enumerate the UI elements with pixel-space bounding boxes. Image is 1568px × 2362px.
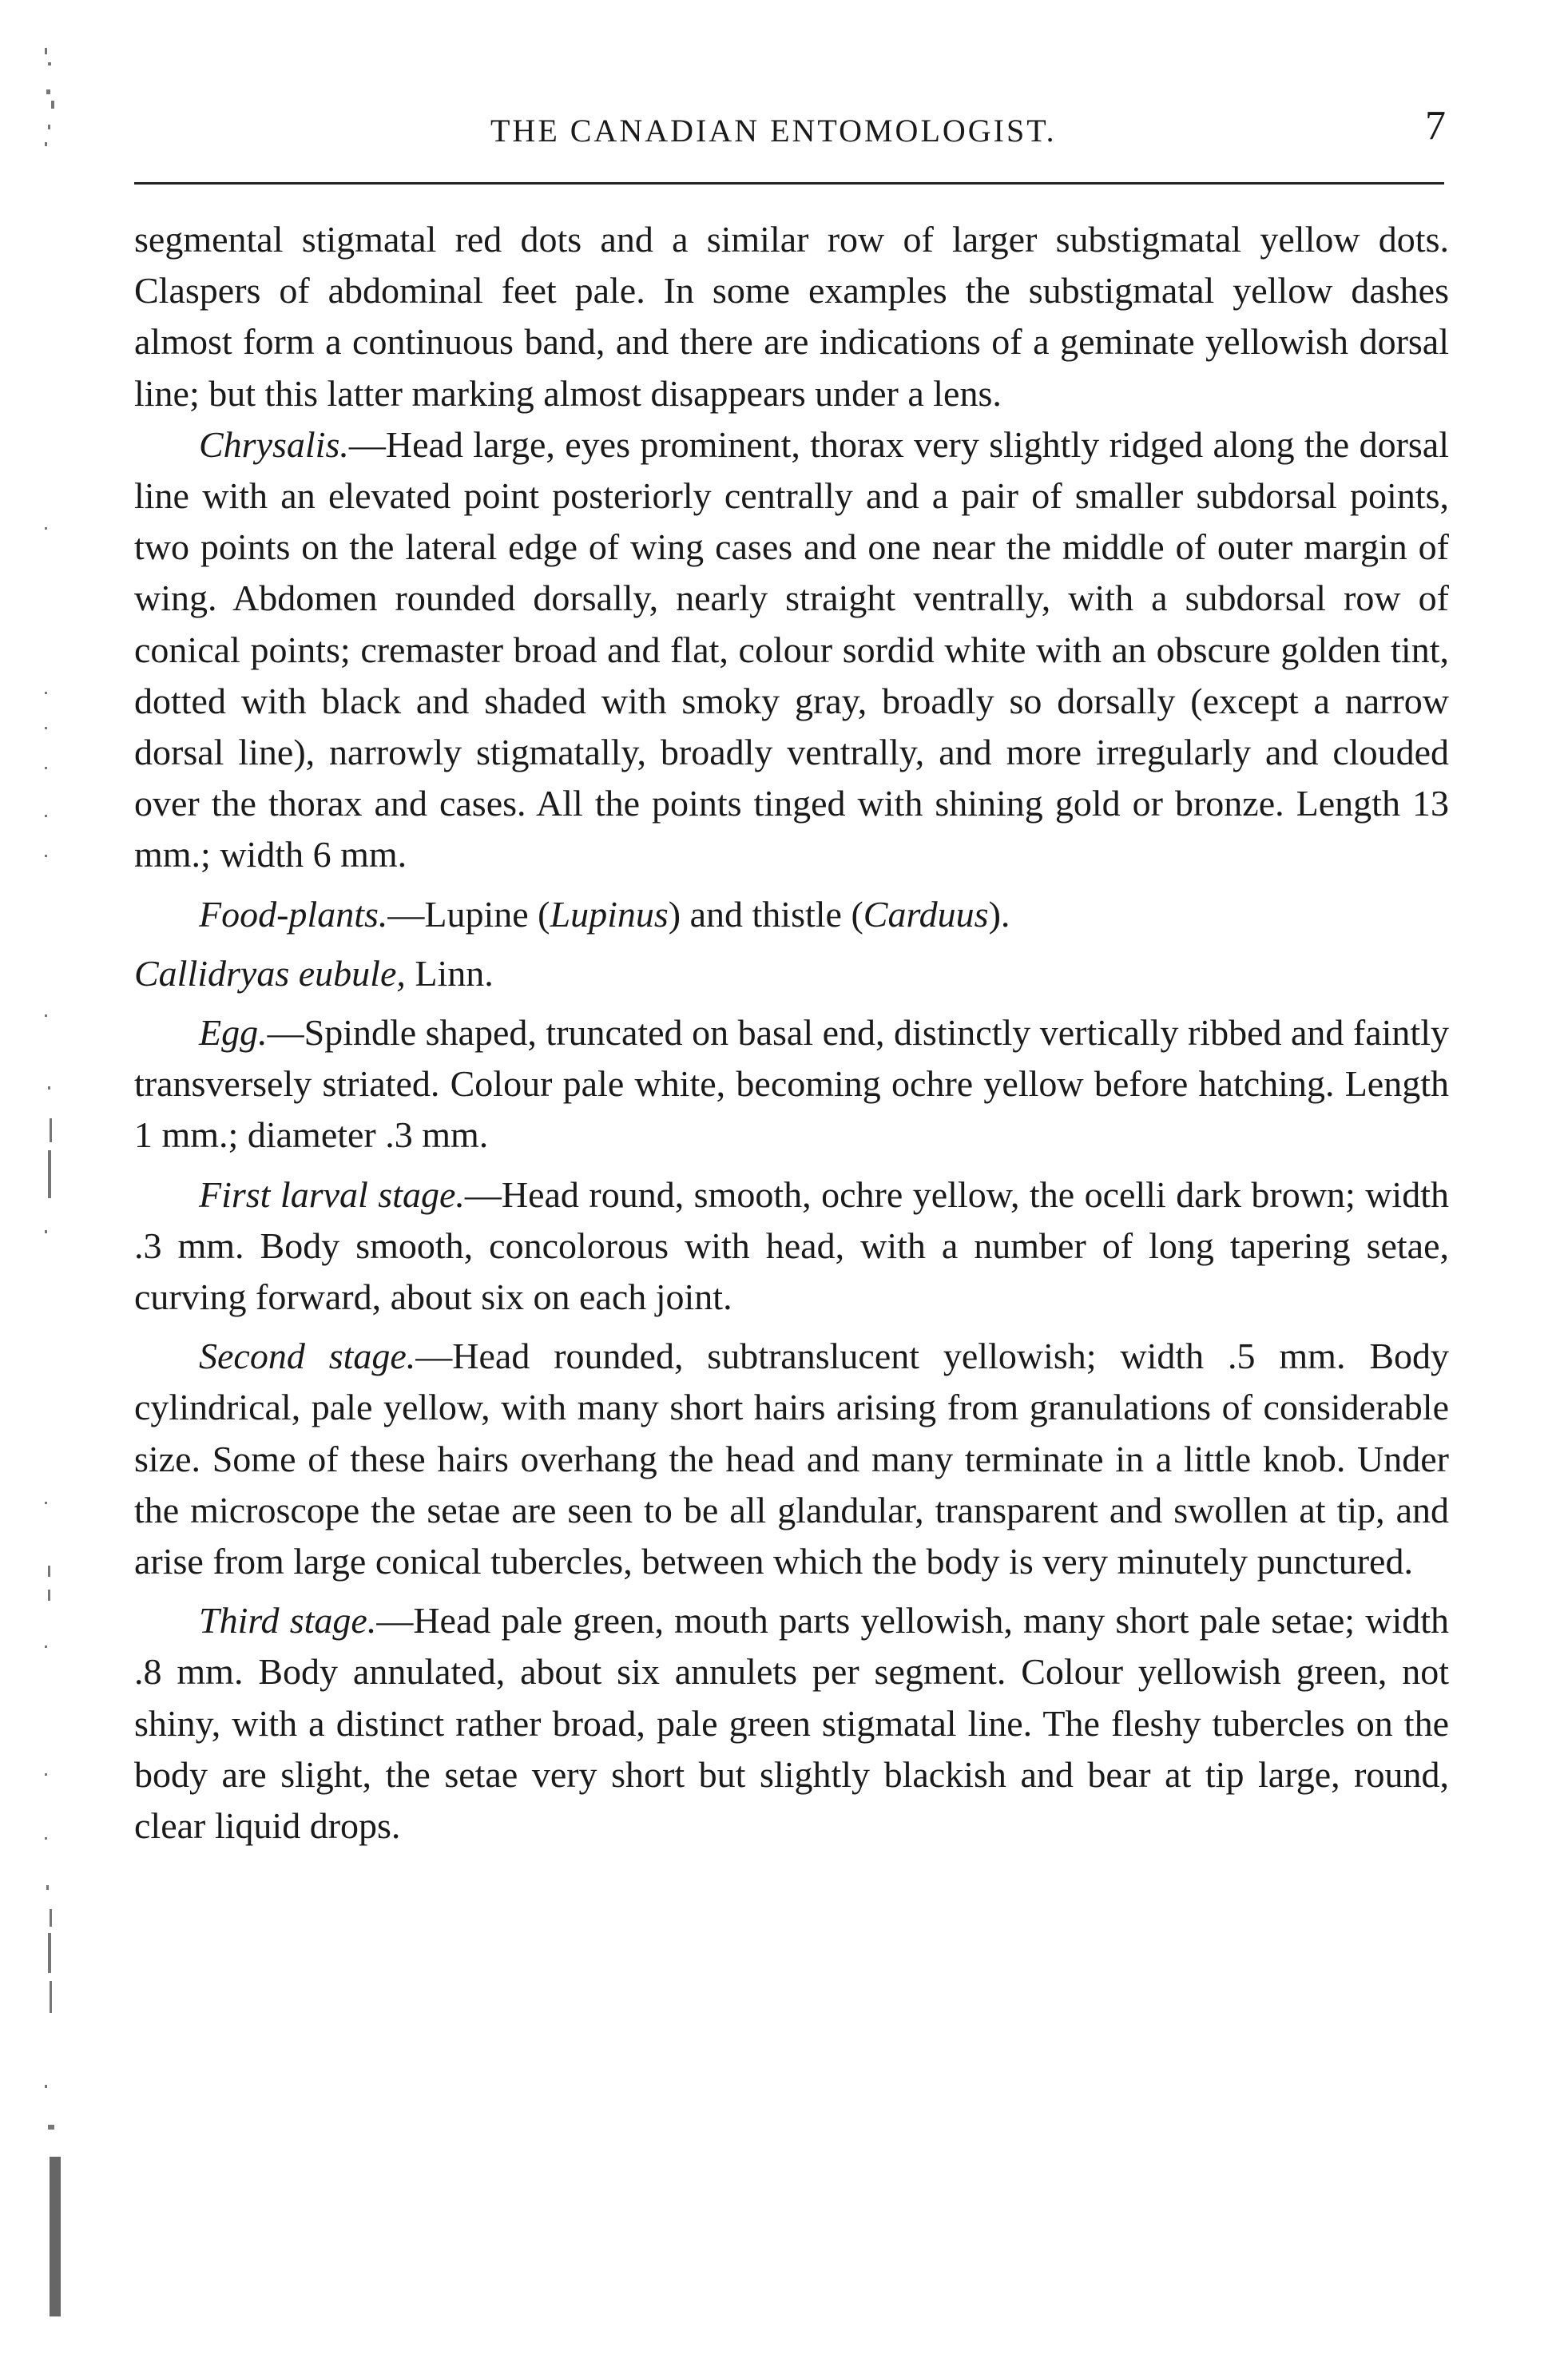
paragraph-larva-continued: segmental stigmatal red dots and a similar row of larger substigmatal yellow dots. Claspers of abdominal feet pale. In some examples the substigmatal yellow dashes almost form a continuous band, and there are indications of a geminate yellowish dorsal line; but this latter marking almost disappears under a lens.: [134, 219, 1449, 414]
second-stage-heading: Second stage.: [199, 1336, 416, 1377]
third-stage-heading: Third stage.: [199, 1600, 377, 1641]
genus-lupinus: Lupinus: [550, 893, 669, 935]
genus-carduus: Carduus: [863, 893, 989, 935]
species-name: Callidryas eubule,: [134, 952, 406, 994]
species-heading: [134, 948, 1449, 999]
article-body: [134, 214, 1449, 1852]
chrysalis-heading: Chrysalis.: [199, 423, 349, 465]
page-number: 7: [1425, 103, 1446, 149]
paragraph-third-stage: Third stage.—Head pale green, mouth parts yellowish, many short pale setae; width .8 mm. Body annulated, about six annulets per segment. Colour yellowish green, not shiny, with a distinct rather broad, pale green stigmatal line. The fleshy tubercles on the body are slight, the setae very short but slightly blackish and bear at tip large, round, clear liquid drops.: [134, 1600, 1449, 1847]
paragraph-food-plants: Food-plants.—Lupine (Lupinus) and thistle (Carduus).: [199, 893, 1010, 935]
paragraph-egg: Egg.—Spindle shaped, truncated on basal end, distinctly vertically ribbed and faintly transversely striated. Colour pale white, becoming ochre yellow before hatching. Length 1 mm.; diameter .3 mm.: [134, 1012, 1449, 1156]
paragraph-chrysalis: Chrysalis.—Head large, eyes prominent, thorax very slightly ridged along the dorsal line with an elevated point posteriorly centrally and a pair of smaller subdorsal points, two points on the lateral edge of wing cases and one near the middle of outer margin of wing. Abdomen rounded dorsally, nearly straight ventrally, with a subdorsal row of conical points; cremaster broad and flat, colour sordid white with an obscure golden tint, dotted with black and shaded with smoky gray, broadly so dorsally (except a narrow dorsal line), narrowly stigmatally, broadly ventrally, and more irregularly and clouded over the thorax and cases. All the points tinged with shining gold or bronze. Length 13 mm.; width 6 mm.: [134, 423, 1449, 875]
paragraph-first-larval-stage: First larval stage.—Head round, smooth, ochre yellow, the ocelli dark brown; width .3 mm. Body smooth, concolorous with head, with a number of long tapering setae, curving forward, about six on each joint.: [134, 1173, 1449, 1318]
running-title: THE CANADIAN ENTOMOLOGIST.: [490, 113, 1057, 149]
scan-margin-marks: [40, 48, 112, 2332]
page-header: [128, 102, 1446, 166]
food-plants-heading: Food-plants.: [199, 893, 388, 935]
first-larval-stage-heading: First larval stage.: [199, 1173, 465, 1215]
header-rule: [134, 182, 1444, 185]
egg-heading: Egg.: [199, 1012, 268, 1054]
species-author: Linn.: [405, 952, 494, 994]
paragraph-second-stage: Second stage.—Head rounded, subtranslucent yellowish; width .5 mm. Body cylindrical, pale yellow, with many short hairs arising from granulations of considerable size. Some of these hairs overhang the head and many terminate in a little knob. Under the microscope the setae are seen to be all glandular, transparent and swollen at tip, and arise from large conical tubercles, between which the body is very minutely punctured.: [134, 1336, 1449, 1582]
